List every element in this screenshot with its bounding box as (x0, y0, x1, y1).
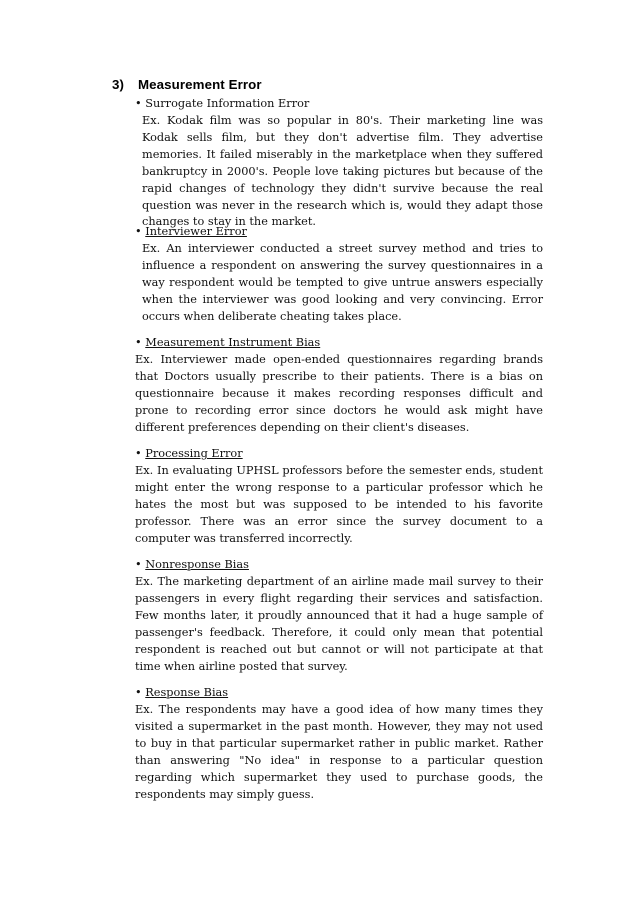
section-title-text: Nonresponse Bias (145, 558, 249, 571)
bullet: • (135, 447, 142, 460)
bullet: • (135, 97, 142, 110)
heading-title: Measurement Error (138, 77, 262, 92)
section-title (135, 556, 543, 574)
section-title-text: Measurement Instrument Bias (145, 336, 321, 349)
bullet: • (135, 686, 142, 699)
section-body: Ex. The respondents may have a good idea of how many times they visited a supermarket in the past month. However, they may not used to buy in that particular supermarket rather in public market. Rather than answering "No idea" in response to a particular question regarding which supermarket they used to purchase goods, the respondents may simply guess. (135, 703, 543, 801)
section-title (135, 334, 543, 352)
bullet: • (135, 336, 142, 349)
section-title (135, 445, 543, 463)
section-body: Ex. In evaluating UPHSL professors before the semester ends, student might enter the wrong response to a particular professor which he hates the most but was supposed to be intended to his favorite professor. There was an error since the survey document to a computer was transferred incorrectly. (135, 464, 543, 545)
section-body: Ex. Kodak film was so popular in 80's. Their marketing line was Kodak sells film, but they don't advertise film. They advertise memories. It failed miserably in the marketplace when they suffered bankruptcy in 2000's. People love taking pictures but because of the rapid changes of technology they didn't survive because the real question was never in the research which is, would they adapt those changes to stay in the market. (142, 114, 543, 229)
surrogate-information-error-section (135, 95, 543, 231)
nonresponse-bias-section (135, 556, 543, 675)
interviewer-error-section (135, 223, 543, 326)
section-title (135, 95, 543, 113)
section-body: Ex. The marketing department of an airline made mail survey to their passengers in every flight regarding their services and satisfaction. Few months later, it proudly announced that it had a huge sample of passenger's feedback. Therefore, it could only mean that potential respondent is reached out but cannot or will not participate at that time when airline posted that survey. (135, 575, 543, 673)
section-title-text: Surrogate Information Error (145, 97, 310, 110)
section-title-text: Processing Error (145, 447, 243, 460)
response-bias-section (135, 684, 543, 803)
section-title (135, 684, 543, 702)
section-title (135, 223, 543, 241)
heading-number: 3) (112, 77, 125, 92)
measurement-instrument-bias-section (135, 334, 543, 437)
bullet: • (135, 225, 142, 238)
section-body: Ex. An interviewer conducted a street survey method and tries to influence a respondent on answering the survey questionnaires in a way respondent would be tempted to give untrue answers especially when the interviewer was good looking and very convincing. Error occurs when deliberate cheating takes place. (142, 242, 543, 323)
section-title-text: Response Bias (145, 686, 229, 699)
processing-error-section (135, 445, 543, 548)
bullet: • (135, 558, 142, 571)
section-body: Ex. Interviewer made open-ended questionnaires regarding brands that Doctors usually prescribe to their patients. There is a bias on questionnaire because it makes recording responses difficult and prone to recording error since doctors he would ask might have different preferences depending on their client's diseases. (135, 353, 543, 434)
section-title-text: Interviewer Error (145, 225, 247, 238)
section-heading (112, 77, 262, 92)
